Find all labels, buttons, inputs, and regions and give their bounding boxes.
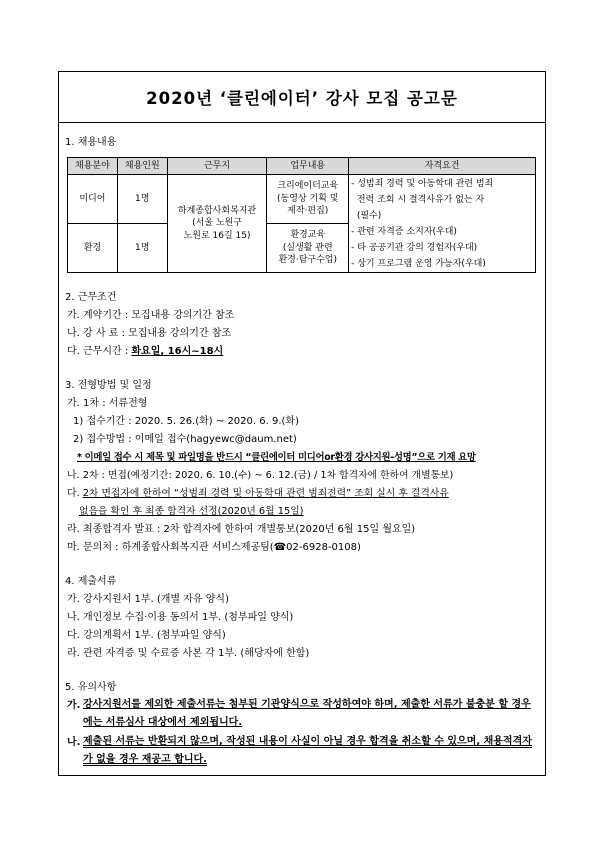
contact: 마. 문의처 : 하계종합사회복지관 서비스제공팀(☎02-6928-0108) — [67, 542, 361, 553]
header-duty: 업무내용 — [267, 158, 349, 175]
header-field: 채용분야 — [68, 158, 118, 175]
page-title: 2020년 ‘클린에이터’ 강사 모집 공고문 — [146, 89, 458, 108]
notice-page — [58, 71, 546, 776]
receipt-period: 1) 접수기간 : 2020. 5. 26.(화) ~ 2020. 6. 9.(화) — [73, 416, 299, 427]
row-count: 1명 — [117, 175, 167, 224]
note-a-prefix: 가. — [67, 700, 81, 711]
doc-plan: 다. 강의계획서 1부. (첨부파일 양식) — [67, 630, 226, 641]
row-duty: 크리에이터교육 (동영상 기획 및 제작·편집) — [267, 175, 349, 224]
doc-consent: 나. 개인정보 수집·이용 동의서 1부. (첨부파일 양식) — [67, 612, 294, 623]
lecture-fee: 나. 강 사 료 : 모집내용 강의기간 참조 — [67, 328, 232, 339]
title-box — [59, 72, 545, 123]
section5-heading: 5. 유의사항 — [65, 682, 117, 693]
final-announcement: 라. 최종합격자 발표 : 2차 합격자에 한하여 개별통보(2020년 6월 15일 월요일) — [67, 524, 416, 535]
doc-certificates: 라. 관련 자격증 및 수료증 사본 각 1부. (해당자에 한함) — [67, 648, 310, 659]
email-note: * 이메일 접수 시 제목 및 파일명을 반드시 “클린에이터 미디어or환경 강사지원-성명”으로 기재 요망 — [77, 452, 476, 463]
section2-heading: 2. 근무조건 — [65, 292, 117, 303]
row-count: 1명 — [117, 224, 167, 273]
header-qualification: 자격요건 — [349, 158, 536, 175]
section4-heading: 4. 제출서류 — [65, 576, 117, 587]
section3-heading: 3. 전형방법 및 일정 — [65, 380, 152, 391]
section1-heading: 1. 채용내용 — [65, 137, 117, 148]
header-count: 채용인원 — [117, 158, 167, 175]
header-workplace: 근무지 — [167, 158, 267, 175]
round2: 나. 2차 : 면접(예정기간: 2020. 6. 10.(수) ~ 6. 12.(금) / 1차 합격자에 한하여 개별통보) — [67, 470, 454, 481]
row-duty: 환경교육 (실생활 관련 환경·탐구수업) — [267, 224, 349, 273]
background-check-cont: 없음을 확인 후 최종 합격자 선정(2020년 6월 15일) — [79, 506, 304, 517]
note-b-prefix: 나. — [67, 737, 81, 748]
row-field: 미디어 — [68, 175, 118, 224]
row-field: 환경 — [68, 224, 118, 273]
receipt-method: 2) 접수방법 : 이메일 접수(hagyewc@daum.net) — [73, 434, 297, 445]
work-hours: 다. 근무시간 : 화요일, 16시~18시 — [67, 346, 224, 357]
note-b: 제출된 서류는 반환되지 않으며, 작성된 내용이 사실이 아닐 경우 합격을 취소할 수 있으며, 채용적격자가 없을 경우 재공고 합니다. — [83, 736, 532, 765]
note-a: 강사지원서를 제외한 제출서류는 첨부된 기관양식으로 작성하여야 하며, 제출한 서류가 불충분 할 경우에는 서류심사 대상에서 제외됩니다. — [83, 699, 531, 728]
work-hours-value: 화요일, 16시~18시 — [131, 346, 224, 357]
background-check: 다. 2차 면접자에 한하여 “성범죄 경력 및 아동학대 관련 범죄전력” 조회 실시 후 결격사유 — [67, 488, 449, 499]
round1: 가. 1차 : 서류전형 — [67, 398, 148, 409]
qualification-cell: - 성범죄 경력 및 아동학대 관련 범죄 전력 조회 시 결격사유가 없는 자 (필수) - 관련 자격증 소지자(우대) - 타 공공기관 강의 경험자(우대) - 상기 프로그램 운영 가능자(우대) — [349, 175, 536, 273]
recruitment-table — [67, 157, 536, 273]
table-row — [68, 175, 536, 224]
workplace-cell: 하계종합사회복지관 (서울 노원구 노원로 16길 15) — [167, 175, 267, 273]
doc-application: 가. 강사지원서 1부. (개별 자유 양식) — [67, 594, 229, 605]
table-header-row — [68, 158, 536, 175]
contract-period: 가. 계약기간 : 모집내용 강의기간 참조 — [67, 310, 235, 321]
